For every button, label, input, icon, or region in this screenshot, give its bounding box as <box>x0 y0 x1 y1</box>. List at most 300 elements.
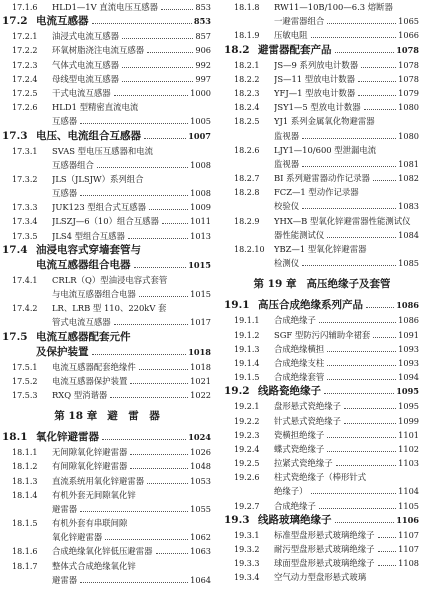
page-number: 1095 <box>396 386 419 397</box>
page-number: 1021 <box>190 375 211 386</box>
entry-number: 18.1.5 <box>12 519 38 529</box>
toc-entry <box>0 243 214 258</box>
dot-leader <box>335 522 395 523</box>
page-number: 1009 <box>190 202 211 213</box>
entry-number: 17.2 <box>2 15 28 28</box>
entry-title: 油浸电容式穿墙套管与 <box>36 243 141 256</box>
entry-number: 17.5.3 <box>12 390 38 400</box>
dot-leader <box>80 123 188 124</box>
toc-entry <box>0 315 214 329</box>
dot-leader <box>110 397 188 398</box>
toc-entry <box>0 374 214 388</box>
toc-entry <box>0 100 214 114</box>
dot-leader <box>130 468 188 469</box>
page-number: 906 <box>195 45 211 56</box>
toc-entry <box>222 513 422 528</box>
entry-title: 瓷横担绝缘子 <box>274 429 325 440</box>
dot-leader <box>335 52 395 53</box>
dot-leader <box>378 565 397 566</box>
toc-entry <box>222 14 422 28</box>
entry-number: 19.2.3 <box>234 430 260 440</box>
toc-entry <box>222 484 422 498</box>
toc-entry <box>222 171 422 185</box>
toc-entry <box>222 384 422 399</box>
page-number: 1099 <box>398 415 419 426</box>
page-number: 1018 <box>188 346 211 357</box>
entry-title: 合成绝缘横担 <box>274 343 325 354</box>
entry-title: 有间隙氧化锌避雷器 <box>52 461 128 472</box>
dot-leader <box>139 296 188 297</box>
entry-title: JLSZJ—6（10）组合互感器 <box>52 216 159 227</box>
page-number: 1018 <box>190 361 211 372</box>
toc-entry <box>222 470 422 484</box>
toc-entry <box>0 0 214 14</box>
toc-entry <box>0 345 214 360</box>
entry-title: 干式电流互感器 <box>52 87 111 98</box>
entry-number: 17.2.6 <box>12 103 38 113</box>
toc-entry <box>0 14 214 29</box>
chapter-heading <box>222 270 422 298</box>
toc-entry <box>222 428 422 442</box>
entry-number: 17.4 <box>2 243 28 256</box>
toc-entry <box>0 445 214 459</box>
dot-leader <box>102 439 186 440</box>
dot-leader <box>92 354 187 355</box>
entry-title: 电压、电流组合互感器 <box>36 129 141 142</box>
entry-number: 19.2.1 <box>234 402 260 412</box>
entry-title: 监视器 <box>274 130 300 141</box>
dot-leader <box>122 67 193 68</box>
dot-leader <box>373 180 396 181</box>
entry-number: 17.3.5 <box>12 231 38 241</box>
page-number: 1078 <box>396 44 419 55</box>
page-number: 1078 <box>398 73 419 84</box>
dot-leader <box>130 383 188 384</box>
entry-title: 标准型盘形悬式玻璃绝缘子 <box>274 529 375 540</box>
entry-title: 拉紧式瓷绝缘子 <box>274 458 333 469</box>
toc-entry <box>0 544 214 558</box>
entry-title: 检测仪 <box>274 258 300 269</box>
dot-leader <box>344 423 396 424</box>
dot-leader <box>161 9 193 10</box>
entry-number: 18.2.9 <box>234 216 260 226</box>
page-number: 1008 <box>190 159 211 170</box>
toc-entry <box>0 229 214 243</box>
entry-number: 18.1.2 <box>12 462 38 472</box>
dot-leader <box>327 237 396 238</box>
toc-entry <box>222 298 422 313</box>
dot-leader <box>147 52 193 53</box>
entry-title: RXQ 型消谐器 <box>52 389 108 400</box>
page-number: 1091 <box>398 329 419 340</box>
entry-number: 18.1.6 <box>12 547 38 557</box>
entry-number: 19.3.1 <box>234 530 260 540</box>
entry-title: 合成绝缘子 <box>274 500 316 511</box>
entry-number: 19.1.4 <box>234 358 260 368</box>
toc-entry <box>222 143 422 157</box>
page-number: 1065 <box>398 16 419 27</box>
dot-leader <box>80 582 188 583</box>
dot-leader <box>92 23 192 24</box>
entry-number: 19.2.4 <box>234 444 260 454</box>
toc-entry <box>0 488 214 502</box>
entry-title: 及保护装置 <box>36 345 89 358</box>
toc-entry <box>222 157 422 171</box>
page-number: 1024 <box>188 432 211 443</box>
entry-title: 气体式电流互感器 <box>52 59 119 70</box>
entry-title: 环氧树脂浇注电流互感器 <box>52 45 145 56</box>
entry-number: 第 18 章 <box>54 410 98 423</box>
entry-number: 18.1.1 <box>12 448 38 458</box>
toc-entry <box>0 72 214 86</box>
dot-leader <box>149 209 188 210</box>
toc-entry <box>222 256 422 270</box>
entry-number: 19.2.7 <box>234 501 260 511</box>
entry-number: 19.3.2 <box>234 545 260 554</box>
dot-leader <box>358 81 396 82</box>
entry-title: 避雷器 <box>52 574 78 585</box>
page-number: 1064 <box>190 574 211 585</box>
toc-entry <box>222 313 422 327</box>
entry-title: CRLR（Q）型油浸电容式套管 <box>52 274 168 285</box>
entry-title: HLD1 型精密直流电流 <box>52 102 139 113</box>
entry-title: 针式悬式瓷绝缘子 <box>274 415 341 426</box>
entry-number: 19.3.3 <box>234 559 260 569</box>
entry-number: 18.1.4 <box>12 490 38 500</box>
entry-number: 18.2.1 <box>234 60 260 70</box>
entry-title: BI 系列避雷器动作记录器 <box>274 173 370 184</box>
page-number: 1083 <box>398 201 419 212</box>
entry-title: 与电流互感器组合电器 <box>52 289 136 299</box>
toc-entry <box>0 200 214 214</box>
page-number: 1078 <box>398 59 419 70</box>
entry-number: 17.2.1 <box>12 32 38 42</box>
dot-leader <box>327 379 396 380</box>
toc-entry <box>222 542 422 556</box>
toc-entry <box>222 100 422 114</box>
entry-number: 19.2.6 <box>234 473 260 483</box>
entry-title: RW11—10B/100—6.3 熔断器 <box>274 2 393 12</box>
entry-number: 第 19 章 <box>253 278 297 291</box>
entry-number: 19.2.5 <box>234 459 260 469</box>
entry-title: 无间隙氧化锌避雷器 <box>52 447 128 458</box>
entry-title: HLD1—1V 直流电压互感器 <box>52 2 158 12</box>
page-number: 1105 <box>398 500 419 511</box>
dot-leader <box>114 324 189 325</box>
entry-number: 18.2.2 <box>234 74 260 84</box>
toc-entry <box>222 442 422 456</box>
entry-title: 氧化锌避雷器 <box>36 431 99 444</box>
dot-leader <box>319 508 396 509</box>
toc-entry <box>222 556 422 570</box>
dot-leader <box>373 337 396 338</box>
dot-leader <box>114 95 189 96</box>
entry-number: 17.5.1 <box>12 362 38 372</box>
entry-title: 整体式合成绝缘氧化锌 <box>52 560 136 571</box>
entry-number: 17.3.3 <box>12 203 38 213</box>
entry-number: 17.1.6 <box>12 3 38 12</box>
toc-entry <box>222 370 422 384</box>
toc-entry <box>0 273 214 287</box>
entry-title: 线路瓷绝缘子 <box>258 385 321 398</box>
page-number: 1094 <box>398 372 419 383</box>
toc-left-column <box>0 0 214 587</box>
toc-right-column <box>222 0 422 585</box>
toc-entry <box>0 430 214 445</box>
toc-entry <box>0 573 214 587</box>
entry-title: 高压绝缘子及套管 <box>306 278 391 291</box>
entry-number: 17.3 <box>2 129 28 142</box>
toc-entry <box>0 129 214 144</box>
entry-title: 管式电流互感器 <box>52 317 111 328</box>
entry-title: 电流互感器组合电器 <box>36 258 131 271</box>
entry-title: 直流系统用氧化锌避雷器 <box>52 475 145 486</box>
toc-entry <box>222 58 422 72</box>
dot-leader <box>378 537 397 538</box>
dot-leader <box>80 511 188 512</box>
page-number: 1062 <box>190 532 211 543</box>
page-number: 1053 <box>190 475 211 486</box>
entry-title: 避雷器 <box>52 503 78 514</box>
toc-entry <box>222 328 422 342</box>
entry-title: JS—11 型放电计数器 <box>274 73 356 84</box>
dot-leader <box>302 138 396 139</box>
page-number: 1102 <box>398 443 419 454</box>
dot-leader <box>122 38 193 39</box>
page-number: 1108 <box>398 558 419 569</box>
toc-entry <box>0 459 214 473</box>
entry-number: 19.3.4 <box>234 573 260 583</box>
toc-entry <box>222 114 422 128</box>
dot-leader <box>122 81 193 82</box>
toc-entry <box>0 29 214 43</box>
entry-title: 校验仪 <box>274 201 300 212</box>
toc-entry <box>0 43 214 57</box>
dot-leader <box>302 208 396 209</box>
page-number: 1095 <box>398 401 419 412</box>
entry-number: 18.2.7 <box>234 174 260 184</box>
entry-number: 19.1.2 <box>234 330 260 340</box>
page-number: 1093 <box>398 357 419 368</box>
toc-entry <box>0 158 214 172</box>
entry-number: 18.2.6 <box>234 145 260 155</box>
entry-number: 19.3 <box>224 513 250 526</box>
toc-entry <box>222 342 422 356</box>
entry-title: 有机外套有串联间隙 <box>52 518 128 529</box>
entry-title: 避 雷 器 <box>107 410 160 423</box>
toc-entry <box>222 0 422 14</box>
dot-leader <box>364 109 397 110</box>
dot-leader <box>147 483 188 484</box>
page-number: 1106 <box>396 514 419 525</box>
toc-entry <box>222 28 422 42</box>
page-number: 1103 <box>398 458 419 469</box>
page-number: 1026 <box>190 447 211 458</box>
entry-title: 互感器 <box>52 116 78 127</box>
dot-leader <box>378 551 397 552</box>
page-number: 992 <box>195 59 211 70</box>
toc-entry <box>222 86 422 100</box>
entry-number: 18.2.10 <box>234 245 265 254</box>
toc-entry <box>0 144 214 158</box>
page-number: 1086 <box>398 315 419 326</box>
entry-number: 17.2.2 <box>12 46 38 56</box>
entry-title: 器性能测试仪 <box>274 229 325 240</box>
toc-entry <box>0 86 214 100</box>
page-number: 1084 <box>398 229 419 240</box>
entry-title: 空气动力型盘形悬式玻璃 <box>274 572 367 583</box>
page-number: 1093 <box>398 343 419 354</box>
entry-title: 高压合成绝缘系列产品 <box>258 299 363 312</box>
page-number: 853 <box>193 16 211 27</box>
entry-number: 19.2 <box>224 385 250 398</box>
toc-entry <box>222 356 422 370</box>
entry-number: 18.2.8 <box>234 188 260 198</box>
entry-title: 蝶式瓷绝缘子 <box>274 443 325 454</box>
entry-number: 18.2.5 <box>234 117 260 127</box>
chapter-heading <box>0 402 214 430</box>
entry-title: JLS（JLSJW）系列组合 <box>52 173 144 184</box>
toc-entry <box>0 360 214 374</box>
dot-leader <box>302 166 396 167</box>
entry-number: 17.4.1 <box>12 275 38 285</box>
page-number: 1081 <box>398 158 419 169</box>
entry-title: YHX—B 型氧化锌避雷器性能测试仪 <box>274 215 411 226</box>
entry-title: 线路玻璃绝缘子 <box>258 513 332 526</box>
entry-title: 合成绝缘氧化锌低压避雷器 <box>52 546 153 557</box>
entry-title: YFJ—1 型放电计数器 <box>274 87 356 98</box>
page-number: 853 <box>195 2 211 12</box>
entry-number: 19.1.3 <box>234 344 260 354</box>
dot-leader <box>327 351 396 352</box>
dot-leader <box>324 393 394 394</box>
toc-entry <box>222 228 422 242</box>
toc-entry <box>222 185 422 199</box>
toc-entry <box>0 258 214 273</box>
dot-leader <box>80 195 188 196</box>
toc-entry <box>222 43 422 58</box>
entry-title: 合成绝缘支柱 <box>274 357 325 368</box>
page-number: 1007 <box>188 130 211 141</box>
toc-entry <box>222 528 422 542</box>
entry-title: 电流互感器配套绝缘件 <box>52 361 136 372</box>
page-number: 1086 <box>396 300 419 311</box>
dot-leader <box>162 223 188 224</box>
page-number: 997 <box>195 73 211 84</box>
toc-entry <box>0 214 214 228</box>
toc-entry <box>222 456 422 470</box>
toc-entry <box>222 72 422 86</box>
toc-entry <box>0 559 214 573</box>
entry-number: 18.2.3 <box>234 88 260 98</box>
page-number: 1022 <box>190 389 211 400</box>
entry-number: 19.1.1 <box>234 316 260 326</box>
entry-title: 柱式瓷绝缘子（棒形针式 <box>274 472 367 483</box>
page-number: 1013 <box>190 230 211 241</box>
entry-title: SVAS 型电压互感器和电流 <box>52 145 154 156</box>
entry-number: 19.1.5 <box>234 373 260 383</box>
page-number: 1055 <box>190 503 211 514</box>
entry-title: SGF 型防污闪辅助伞裙套 <box>274 329 371 340</box>
toc-entry <box>0 301 214 315</box>
page-number: 1005 <box>190 116 211 127</box>
toc-entry <box>0 172 214 186</box>
dot-leader <box>311 493 397 494</box>
dot-leader <box>302 265 396 266</box>
dot-leader <box>344 408 396 409</box>
toc-entry <box>222 399 422 413</box>
dot-leader <box>319 322 396 323</box>
dot-leader <box>156 553 189 554</box>
entry-number: 18.1.7 <box>12 561 38 571</box>
page-number: 1080 <box>398 102 419 113</box>
entry-number: 18.2.4 <box>234 103 260 113</box>
dot-leader <box>366 307 394 308</box>
entry-number: 18.1.3 <box>12 476 38 486</box>
dot-leader <box>97 167 188 168</box>
toc-entry <box>0 114 214 128</box>
entry-title: 耐污型盘形悬式玻璃绝缘子 <box>274 544 375 554</box>
entry-title: 监视器 <box>274 158 300 169</box>
entry-number: 17.4.2 <box>12 304 38 314</box>
entry-number: 17.3.4 <box>12 217 38 227</box>
toc-entry <box>222 570 422 584</box>
dot-leader <box>134 267 187 268</box>
toc-entry <box>222 414 422 428</box>
toc-entry <box>0 502 214 516</box>
entry-number: 17.2.5 <box>12 88 38 98</box>
page-number: 1107 <box>398 529 419 540</box>
page-number: 1082 <box>398 173 419 184</box>
entry-title: 避雷器配套产品 <box>258 43 332 56</box>
toc-entry <box>0 287 214 301</box>
dot-leader <box>327 365 396 366</box>
entry-title: LJY1—10/600 型泄漏电流 <box>274 144 377 155</box>
dot-leader <box>327 451 396 452</box>
dot-leader <box>128 238 188 239</box>
entry-title: 球面型盘形悬式玻璃绝缘子 <box>274 558 375 569</box>
page-number: 1015 <box>188 259 211 270</box>
page-number: 1085 <box>398 258 419 269</box>
page-number: 1066 <box>398 30 419 41</box>
page-number: 1017 <box>190 317 211 328</box>
entry-title: 合成绝缘子 <box>274 315 316 326</box>
entry-number: 17.3.1 <box>12 146 38 156</box>
page-number: 1000 <box>190 87 211 98</box>
page-number: 1048 <box>190 461 211 472</box>
toc-entry <box>0 530 214 544</box>
toc-entry <box>222 214 422 228</box>
dot-leader <box>139 369 188 370</box>
entry-title: 氧化锌避雷器 <box>52 532 103 543</box>
entry-title: YJ1 系列金属氧化物避雷器 <box>274 116 375 127</box>
entry-title: LR、LRB 型 110、220kV 套 <box>52 303 167 314</box>
entry-title: 压敏电阻 <box>274 30 308 41</box>
dot-leader <box>358 95 396 96</box>
page-number: 1063 <box>190 546 211 557</box>
page-number: 1015 <box>190 289 211 299</box>
toc-entry <box>222 199 422 213</box>
entry-title: 母线型电流互感器 <box>52 73 119 84</box>
entry-title: 一避雷器组合 <box>274 16 325 27</box>
entry-title: JSY1—5 型放电计数器 <box>274 102 361 113</box>
entry-title: 油浸式电流互感器 <box>52 31 119 42</box>
toc-entry <box>0 516 214 530</box>
entry-number: 17.5 <box>2 330 28 343</box>
entry-title: JS—9 系列放电计数器 <box>274 59 359 70</box>
entry-title: YBZ—1 型氧化锌避雷器 <box>274 244 367 254</box>
dot-leader <box>361 67 396 68</box>
